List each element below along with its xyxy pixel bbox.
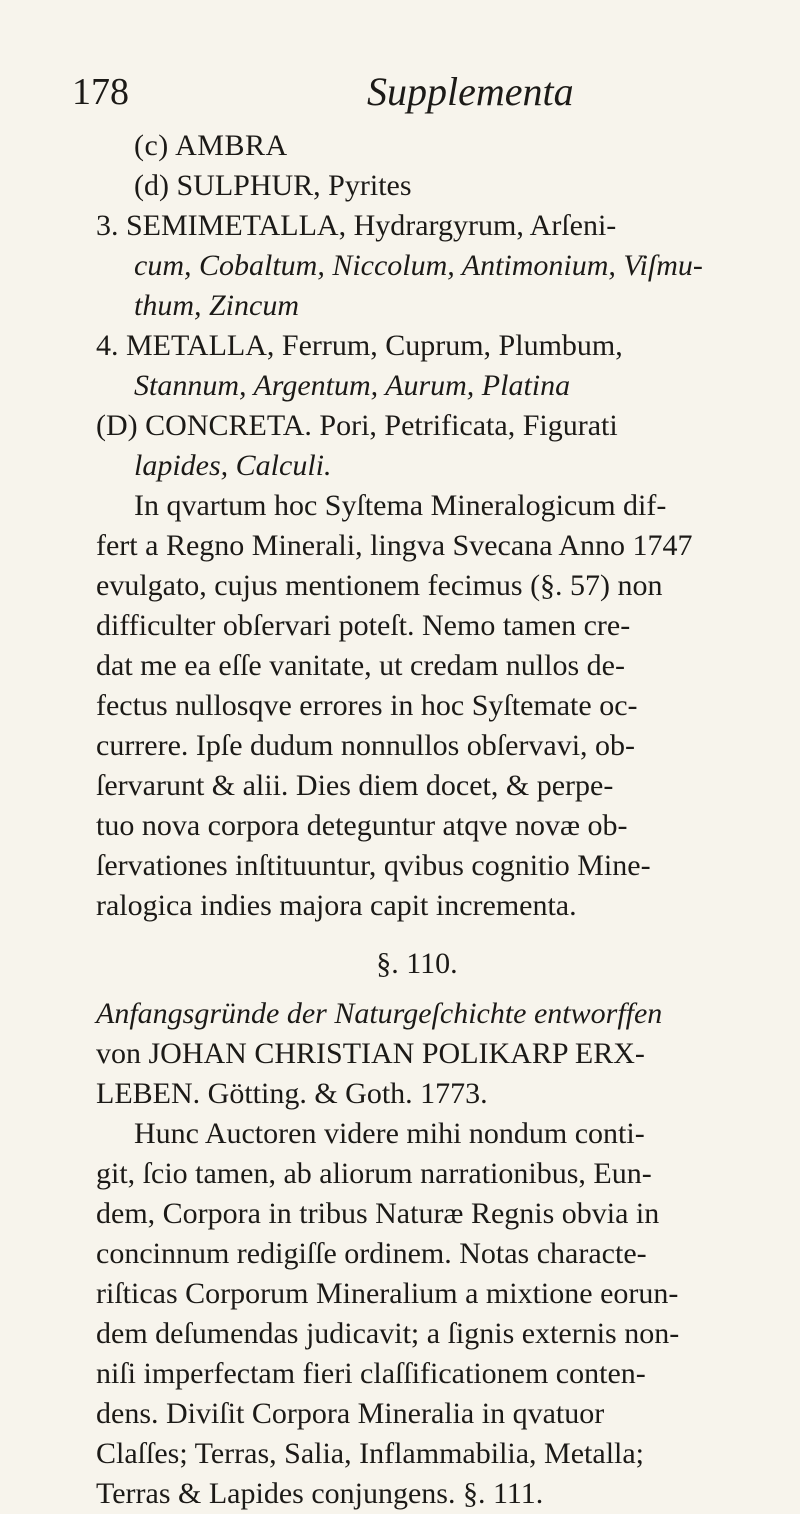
list-item-continuation: Stannum, Argentum, Aurum, Platina <box>134 369 571 402</box>
paragraph-line: ſervationes inſtituuntur, qvibus cognitio Mine- <box>96 849 651 882</box>
page-header <box>72 70 762 120</box>
list-item: (d) SULPHUR, Pyrites <box>134 169 412 202</box>
list-item: (c) AMBRA <box>134 129 288 162</box>
page-body <box>72 126 762 1514</box>
paragraph-line: ſervarunt & alii. Dies diem docet, & perpe- <box>96 769 614 802</box>
list-item: 4. METALLA, Ferrum, Cuprum, Plumbum, <box>96 329 623 362</box>
list-item-continuation: thum, Zincum <box>134 289 299 322</box>
paragraph-line: git, ſcio tamen, ab aliorum narrationibus, Eun- <box>96 1157 652 1190</box>
list-item-continuation: lapides, Calculi. <box>134 449 332 482</box>
paragraph-line: fert a Regno Minerali, lingva Svecana Anno 1747 <box>96 529 693 562</box>
paragraph-line: dat me ea eſſe vanitate, ut credam nullos de- <box>96 649 625 682</box>
paragraph-line: difficulter obſervari poteſt. Nemo tamen cre- <box>96 609 631 642</box>
paragraph-line: concinnum redigiſſe ordinem. Notas characte- <box>96 1237 647 1270</box>
paragraph-line: dem deſumendas judicavit; a ſignis externis non- <box>96 1317 680 1350</box>
paragraph-line: evulgato, cujus mentionem fecimus (§. 57) non <box>96 569 663 602</box>
paragraph-line: dem, Corpora in tribus Naturæ Regnis obvia in <box>96 1197 660 1230</box>
page-number: 178 <box>72 71 129 113</box>
citation-line: LEBEN. Götting. & Goth. 1773. <box>96 1077 488 1110</box>
paragraph-line: fectus nullosqve errores in hoc Syſtemate oc- <box>96 689 638 722</box>
paragraph-line: dens. Diviſit Corpora Mineralia in qvatuor <box>96 1397 605 1430</box>
paragraph-line: niſi imperfectam fieri claſſificationem conten- <box>96 1357 646 1390</box>
citation-line: Anfangsgründe der Naturgeſchichte entworffen <box>96 997 663 1030</box>
list-item: 3. SEMIMETALLA, Hydrargyrum, Arſeni- <box>96 209 617 242</box>
citation-line: von JOHAN CHRISTIAN POLIKARP ERX- <box>96 1037 645 1070</box>
list-item: (D) CONCRETA. Pori, Petrificata, Figurati <box>96 409 618 442</box>
paragraph-line: riſticas Corporum Mineralium a mixtione eorun- <box>96 1277 679 1310</box>
list-item-continuation: cum, Cobaltum, Niccolum, Antimonium, Viſmu- <box>134 249 703 282</box>
paragraph-line: tuo nova corpora deteguntur atqve novæ ob- <box>96 809 628 842</box>
paragraph-line: currere. Ipſe dudum nonnullos obſervavi, ob- <box>96 729 636 762</box>
paragraph-line: Claſſes; Terras, Salia, Inflammabilia, Metalla; <box>96 1437 645 1470</box>
spacer <box>72 984 762 994</box>
paragraph-line: In qvartum hoc Syſtema Mineralogicum dif- <box>134 489 667 522</box>
section-heading: §. 110. <box>376 947 458 980</box>
running-head: Supplementa <box>367 69 574 114</box>
paragraph-line: ralogica indies majora capit incrementa. <box>96 889 577 922</box>
paragraph-line: Hunc Auctoren videre mihi nondum conti- <box>134 1117 645 1150</box>
spacer <box>72 926 762 944</box>
paragraph-line: Terras & Lapides conjungens. §. 111. <box>96 1477 544 1510</box>
